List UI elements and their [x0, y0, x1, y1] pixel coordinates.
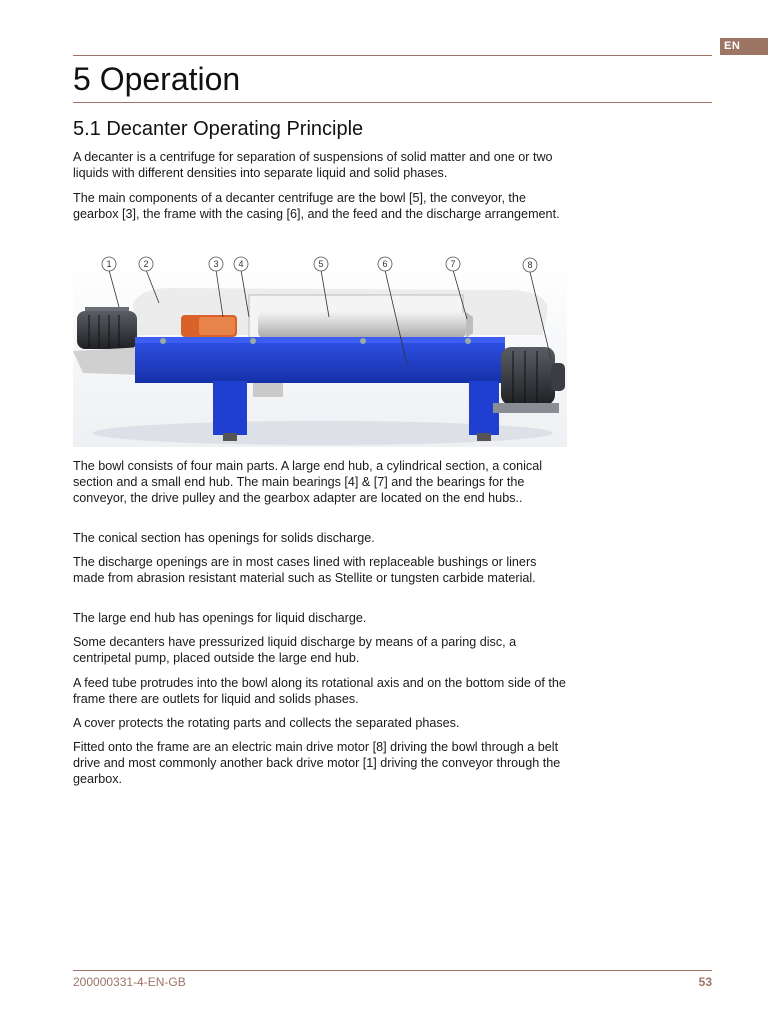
motors-paragraph: Fitted onto the frame are an electric main drive motor [8] driving the bowl through a belt drive and most commonly another back drive motor [1] driving the conveyor through the gearbox.	[73, 740, 561, 786]
language-tab: EN	[720, 38, 768, 55]
discharge-openings-paragraph: The discharge openings are in most cases lined with replaceable bushings or liners made from abrasion resistant material such as Stellite or tungsten carbide material.	[73, 555, 537, 585]
svg-text:8: 8	[527, 260, 533, 270]
chapter-rule	[73, 102, 712, 103]
header-rule	[73, 55, 712, 56]
footer-rule	[73, 970, 712, 971]
decanter-illustration	[73, 255, 567, 447]
svg-text:4: 4	[238, 259, 244, 269]
large-end-hub-paragraph: The large end hub has openings for liquid discharge.	[73, 611, 367, 625]
pressurized-discharge-paragraph: Some decanters have pressurized liquid discharge by means of a paring disc, a centripetal pump, placed outside the large end hub.	[73, 635, 517, 665]
svg-text:1: 1	[106, 259, 112, 269]
svg-text:7: 7	[450, 259, 456, 269]
svg-text:5: 5	[318, 259, 324, 269]
main-drive-motor	[493, 347, 565, 413]
conical-section-paragraph: The conical section has openings for solids discharge.	[73, 531, 375, 545]
svg-text:2: 2	[143, 259, 149, 269]
components-paragraph: The main components of a decanter centrifuge are the bowl [5], the conveyor, the gearbox [3], the frame with the casing [6], and the feed and the discharge arrangement.	[73, 191, 560, 221]
document-id: 200000331-4-EN-GB	[73, 975, 186, 989]
cover-paragraph: A cover protects the rotating parts and collects the separated phases.	[73, 716, 460, 730]
gearbox	[181, 315, 237, 337]
svg-text:6: 6	[382, 259, 388, 269]
bowl	[258, 312, 473, 338]
intro-paragraph: A decanter is a centrifuge for separation of suspensions of solid matter and one or two liquids with different densities into separate liquid and solid phases.	[73, 150, 553, 180]
page-number: 53	[698, 975, 712, 989]
svg-text:3: 3	[213, 259, 219, 269]
feed-tube-paragraph: A feed tube protrudes into the bowl along its rotational axis and on the bottom side of the frame there are outlets for liquid and solids phases.	[73, 676, 566, 706]
chapter-title: 5 Operation	[73, 61, 241, 97]
section-title: 5.1 Decanter Operating Principle	[73, 118, 364, 140]
bowl-paragraph: The bowl consists of four main parts. A large end hub, a cylindrical section, a conical section and a small end hub. The main bearings [4] & [7] and the bearings for the conveyor, the drive pulley and the gearbox adapter are located on the end hubs..	[73, 459, 543, 505]
back-drive-motor	[73, 307, 143, 375]
